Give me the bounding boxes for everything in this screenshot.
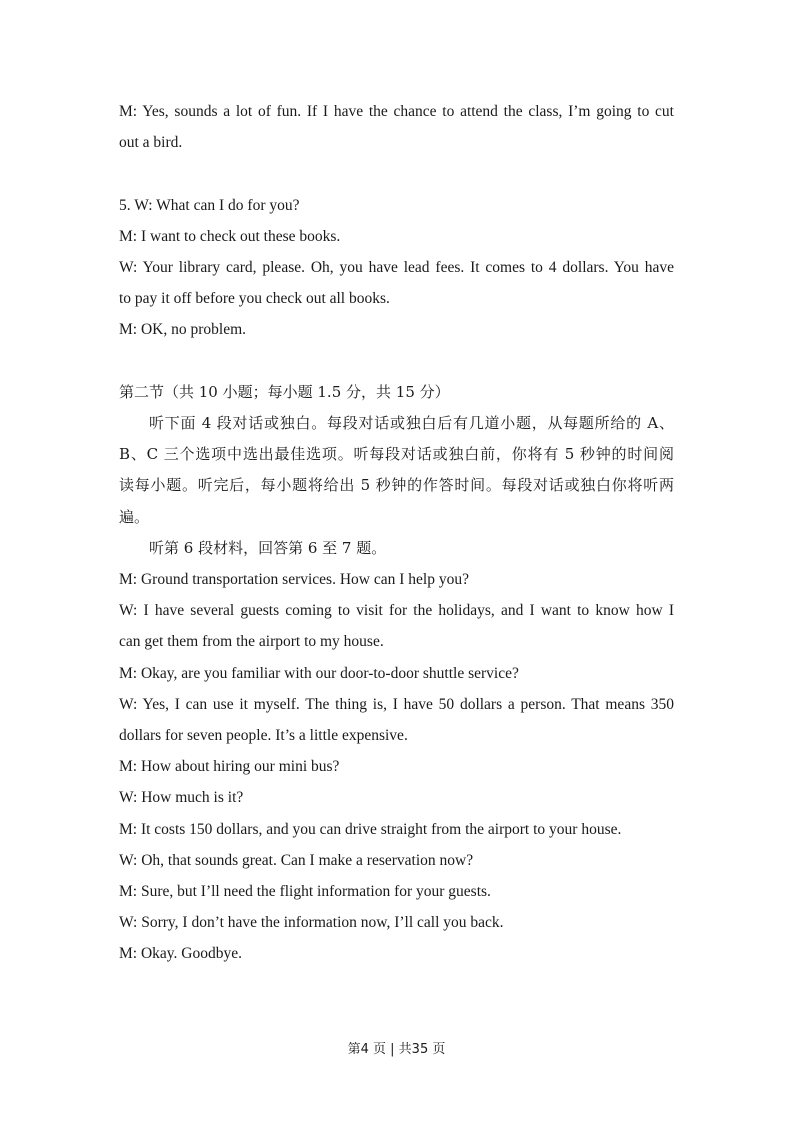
page-number-footer: 第4 页 | 共35 页 [347,1042,446,1057]
dialogue-line: W: Yes, I can use it myself. The thing is, I have 50 dollars a person. That means 350 [119,695,674,713]
page-body [119,96,674,970]
text-line: out a bird. [119,134,183,152]
instruction-line: 遍。 [119,507,150,526]
paragraph-gap [119,346,674,377]
text-line: M: I want to check out these books. [119,227,341,245]
text-line: M: OK, no problem. [119,321,247,339]
text-line: W: Your library card, please. Oh, you have lead fees. It comes to 4 dollars. You have [119,259,674,276]
dialogue-line: W: I have several guests coming to visit for the holidays, and I want to know how I [119,602,674,620]
dialogue-line: can get them from the airport to my house. [119,633,384,651]
instruction-line: 听下面 4 段对话或独白。每段对话或独白后有几道小题，从每题所给的 A、 [149,414,674,432]
dialogue-line: M: How about hiring our mini bus? [119,758,340,776]
section-heading: 第二节（共 10 小题；每小题 1.5 分，共 15 分） [119,382,450,401]
instruction-line: B、C 三个选项中选出最佳选项。听每段对话或独白前，你将有 5 秒钟的时间阅 [119,445,674,464]
dialogue-line: W: Oh, that sounds great. Can I make a reservation now? [119,851,474,869]
text-line: M: Yes, sounds a lot of fun. If I have the chance to attend the class, I’m going to cut [119,103,674,120]
material-heading: 听第 6 段材料，回答第 6 至 7 题。 [149,538,387,557]
paragraph-gap [119,158,674,189]
dialogue-line: W: How much is it? [119,789,244,807]
instruction-line: 读每小题。听完后，每小题将给出 5 秒钟的作答时间。每段对话或独白你将听两 [119,476,674,495]
dialogue-line: M: Ground transportation services. How can I help you? [119,571,469,589]
dialogue-line: W: Sorry, I don’t have the information now, I’ll call you back. [119,914,504,932]
question-5-line: 5. W: What can I do for you? [119,196,300,214]
text-line: to pay it off before you check out all books. [119,290,390,308]
dialogue-line: M: Sure, but I’ll need the flight information for your guests. [119,883,491,901]
dialogue-line: M: Okay, are you familiar with our door-to-door shuttle service? [119,664,519,682]
dialogue-line: dollars for seven people. It’s a little expensive. [119,727,408,745]
dialogue-line: M: Okay. Goodbye. [119,945,242,963]
dialogue-line: M: It costs 150 dollars, and you can drive straight from the airport to your house. [119,820,622,838]
